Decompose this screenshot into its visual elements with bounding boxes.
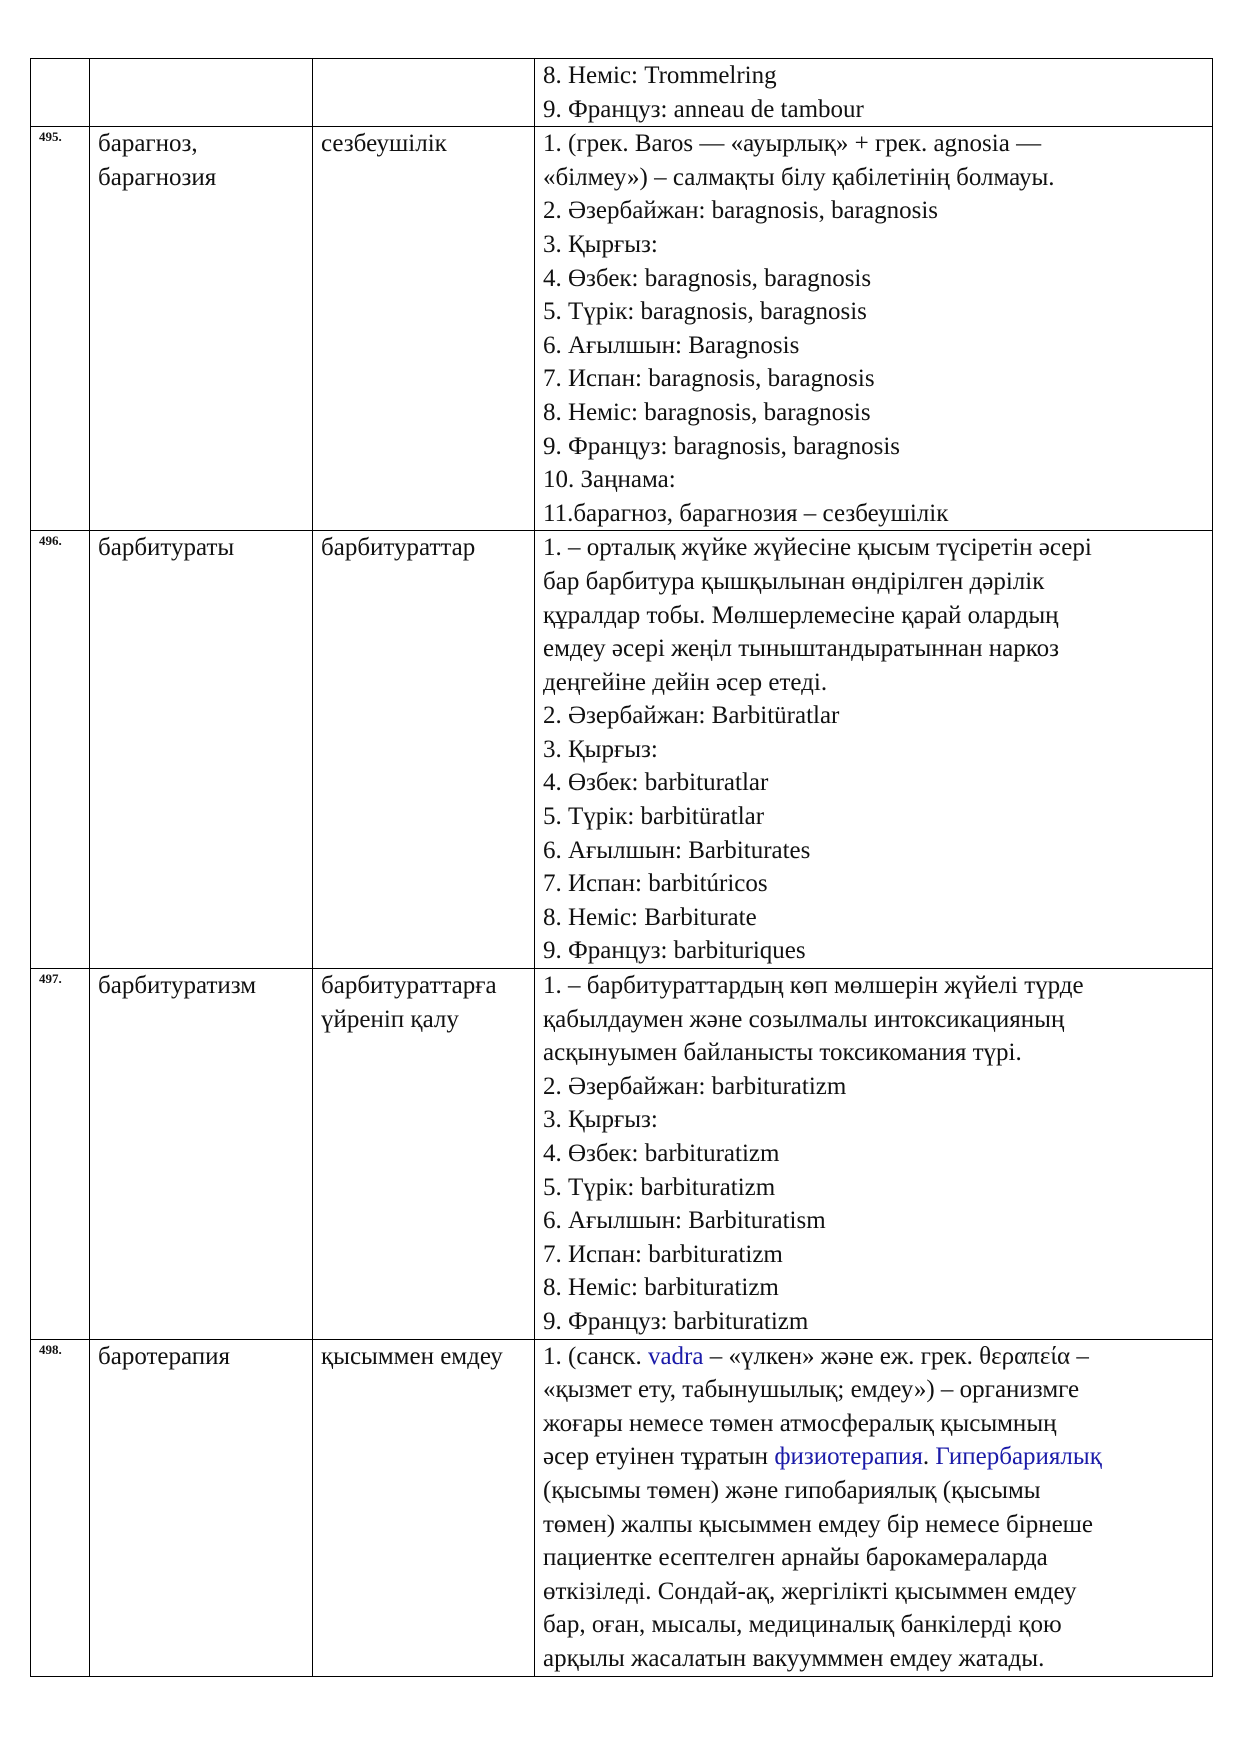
reference-link[interactable]: физиотерапия bbox=[774, 1443, 923, 1471]
definition-line: төмен) жалпы қысыммен емдеу бір немесе бірнеше bbox=[543, 1510, 1094, 1538]
definition-line: 1. – орталық жүйке жүйесіне қысым түсіретін әсері bbox=[543, 534, 1092, 562]
definition-line: 2. Әзербайжан: Barbitüratlar bbox=[543, 702, 840, 730]
entry-number-text: 497. bbox=[39, 971, 62, 987]
definition-line: 8. Неміс: Barbiturate bbox=[543, 903, 757, 931]
definition-line: 10. Заңнама: bbox=[543, 466, 676, 494]
entry-number-text: 495. bbox=[39, 129, 62, 145]
definition-line: асқынуымен байланысты токсикомания түрі. bbox=[543, 1039, 1022, 1067]
definition-line: 3. Қырғыз: bbox=[543, 1106, 658, 1134]
definition-cell bbox=[535, 531, 1213, 969]
term-cell bbox=[90, 531, 313, 969]
definition-line: 7. Испан: barbitúricos bbox=[543, 870, 768, 898]
definition-line: 4. Өзбек: barbituratlar bbox=[543, 769, 769, 797]
definition-line: 8. Неміс: barbituratizm bbox=[543, 1274, 779, 1302]
term-text: барагноз, барагнозия bbox=[98, 130, 217, 191]
term-cell bbox=[90, 969, 313, 1340]
definition-line: 1. (санск. vadra – «үлкен» және еж. грек. θεραπεία – bbox=[543, 1342, 1089, 1370]
definition-line: бар, оған, мысалы, медициналық банкілерді қою bbox=[543, 1611, 1062, 1639]
definition-line: 6. Ағылшын: Baragnosis bbox=[543, 331, 800, 359]
terminology-table bbox=[30, 58, 1213, 1677]
definition-line: 7. Испан: baragnosis, baragnosis bbox=[543, 365, 875, 393]
table-row bbox=[31, 127, 1213, 531]
definition-line: бар барбитура қышқылынан өндірілген дәрілік bbox=[543, 567, 1045, 595]
definition-line: 2. Әзербайжан: baragnosis, baragnosis bbox=[543, 197, 939, 225]
definition-line: (қысымы төмен) және гипобариялық (қысымы bbox=[543, 1476, 1041, 1504]
definition-line: 4. Өзбек: barbituratizm bbox=[543, 1140, 780, 1167]
definition-line: өткізіледі. Сондай-ақ, жергілікті қысыммен емдеу bbox=[543, 1577, 1077, 1605]
definition-line: 8. Неміс: baragnosis, baragnosis bbox=[543, 398, 871, 426]
terminology-table-body bbox=[31, 59, 1213, 1677]
term-cell bbox=[90, 59, 313, 127]
definition-cell bbox=[535, 59, 1213, 127]
definition-line: 1. (грек. Baros — «ауырлық» + грек. agnosia — bbox=[543, 130, 1042, 158]
definition-cell bbox=[535, 127, 1213, 531]
definition-line: 9. Француз: barbituratizm bbox=[543, 1307, 809, 1335]
definition-line: 4. Өзбек: baragnosis, baragnosis bbox=[543, 264, 872, 292]
term-cell bbox=[90, 127, 313, 531]
translation-cell bbox=[313, 531, 535, 969]
definition-line: 5. Түрік: barbitüratlar bbox=[543, 803, 765, 831]
definition-line: «қызмет ету, табынушылық; емдеу») – организмге bbox=[543, 1376, 1080, 1404]
definition-line: емдеу әсері жеңіл тыныштандыратыннан наркоз bbox=[543, 635, 1059, 663]
entry-number-cell bbox=[31, 127, 90, 531]
entry-number-cell bbox=[31, 531, 90, 969]
translation-cell bbox=[313, 1339, 535, 1676]
definition-line: пациентке есептелген арнайы барокамераларда bbox=[543, 1544, 1048, 1572]
definition-line: 11.барагноз, барагнозия – сезбеушілік bbox=[543, 499, 949, 527]
definition-line: арқылы жасалатын вакуумммен емдеу жатады. bbox=[543, 1644, 1045, 1672]
dictionary-page bbox=[30, 58, 1212, 1677]
definition-line: 8. Неміс: Trommelring bbox=[543, 62, 777, 89]
table-row bbox=[31, 59, 1213, 127]
definition-cell bbox=[535, 1339, 1213, 1676]
entry-number-cell bbox=[31, 1339, 90, 1676]
definition-line: 6. Ағылшын: Barbiturates bbox=[543, 836, 811, 864]
definition-line: 5. Түрік: barbituratizm bbox=[543, 1173, 776, 1201]
definition-line: құралдар тобы. Мөлшерлемесіне қарай олардың bbox=[543, 601, 1059, 629]
definition-line: 9. Француз: barbituriques bbox=[543, 937, 806, 965]
translation-text: қысыммен емдеу bbox=[321, 1342, 503, 1370]
table-row bbox=[31, 531, 1213, 969]
translation-text: барбитураттар bbox=[321, 534, 476, 562]
entry-number-cell bbox=[31, 59, 90, 127]
definition-line: «білмеу») – салмақты білу қабілетінің болмауы. bbox=[543, 163, 1055, 191]
definition-cell bbox=[535, 969, 1213, 1340]
entry-number-cell bbox=[31, 969, 90, 1340]
translation-cell bbox=[313, 127, 535, 531]
translation-text: барбитураттарға үйреніп қалу bbox=[321, 972, 497, 1033]
definition-line: 9. Француз: anneau de tambour bbox=[543, 95, 864, 123]
entry-number-text: 498. bbox=[39, 1341, 62, 1357]
translation-cell bbox=[313, 59, 535, 127]
definition-line: 6. Ағылшын: Barbituratism bbox=[543, 1207, 826, 1235]
definition-line: 7. Испан: barbituratizm bbox=[543, 1240, 783, 1268]
definition-line: жоғары немесе төмен атмосфералық қысымның bbox=[543, 1409, 1057, 1437]
definition-line: 5. Түрік: baragnosis, baragnosis bbox=[543, 298, 867, 326]
entry-number-text: 496. bbox=[39, 533, 62, 549]
translation-cell bbox=[313, 969, 535, 1340]
term-text: барбитураты bbox=[98, 534, 235, 562]
definition-line: 1. – барбитураттардың көп мөлшерін жүйелі түрде bbox=[543, 972, 1084, 1000]
term-cell bbox=[90, 1339, 313, 1676]
definition-line: 2. Әзербайжан: barbituratizm bbox=[543, 1072, 847, 1100]
term-text: баротерапия bbox=[98, 1342, 231, 1370]
definition-line: 9. Француз: baragnosis, baragnosis bbox=[543, 432, 901, 460]
definition-line: деңгейіне дейін әсер етеді. bbox=[543, 668, 828, 696]
definition-line: 3. Қырғыз: bbox=[543, 230, 658, 258]
table-row bbox=[31, 1339, 1213, 1676]
reference-link[interactable]: Гипербариялық bbox=[935, 1443, 1102, 1471]
definition-line: қабылдаумен және созылмалы интоксикацияның bbox=[543, 1005, 1065, 1033]
definition-line: әсер етуінен тұратын физиотерапия. Гипербариялық bbox=[543, 1443, 1102, 1471]
definition-line: 3. Қырғыз: bbox=[543, 735, 658, 763]
reference-link[interactable]: vadra bbox=[647, 1342, 704, 1370]
table-row bbox=[31, 969, 1213, 1340]
translation-text: сезбеушілік bbox=[321, 130, 447, 158]
term-text: барбитуратизм bbox=[98, 972, 257, 1000]
